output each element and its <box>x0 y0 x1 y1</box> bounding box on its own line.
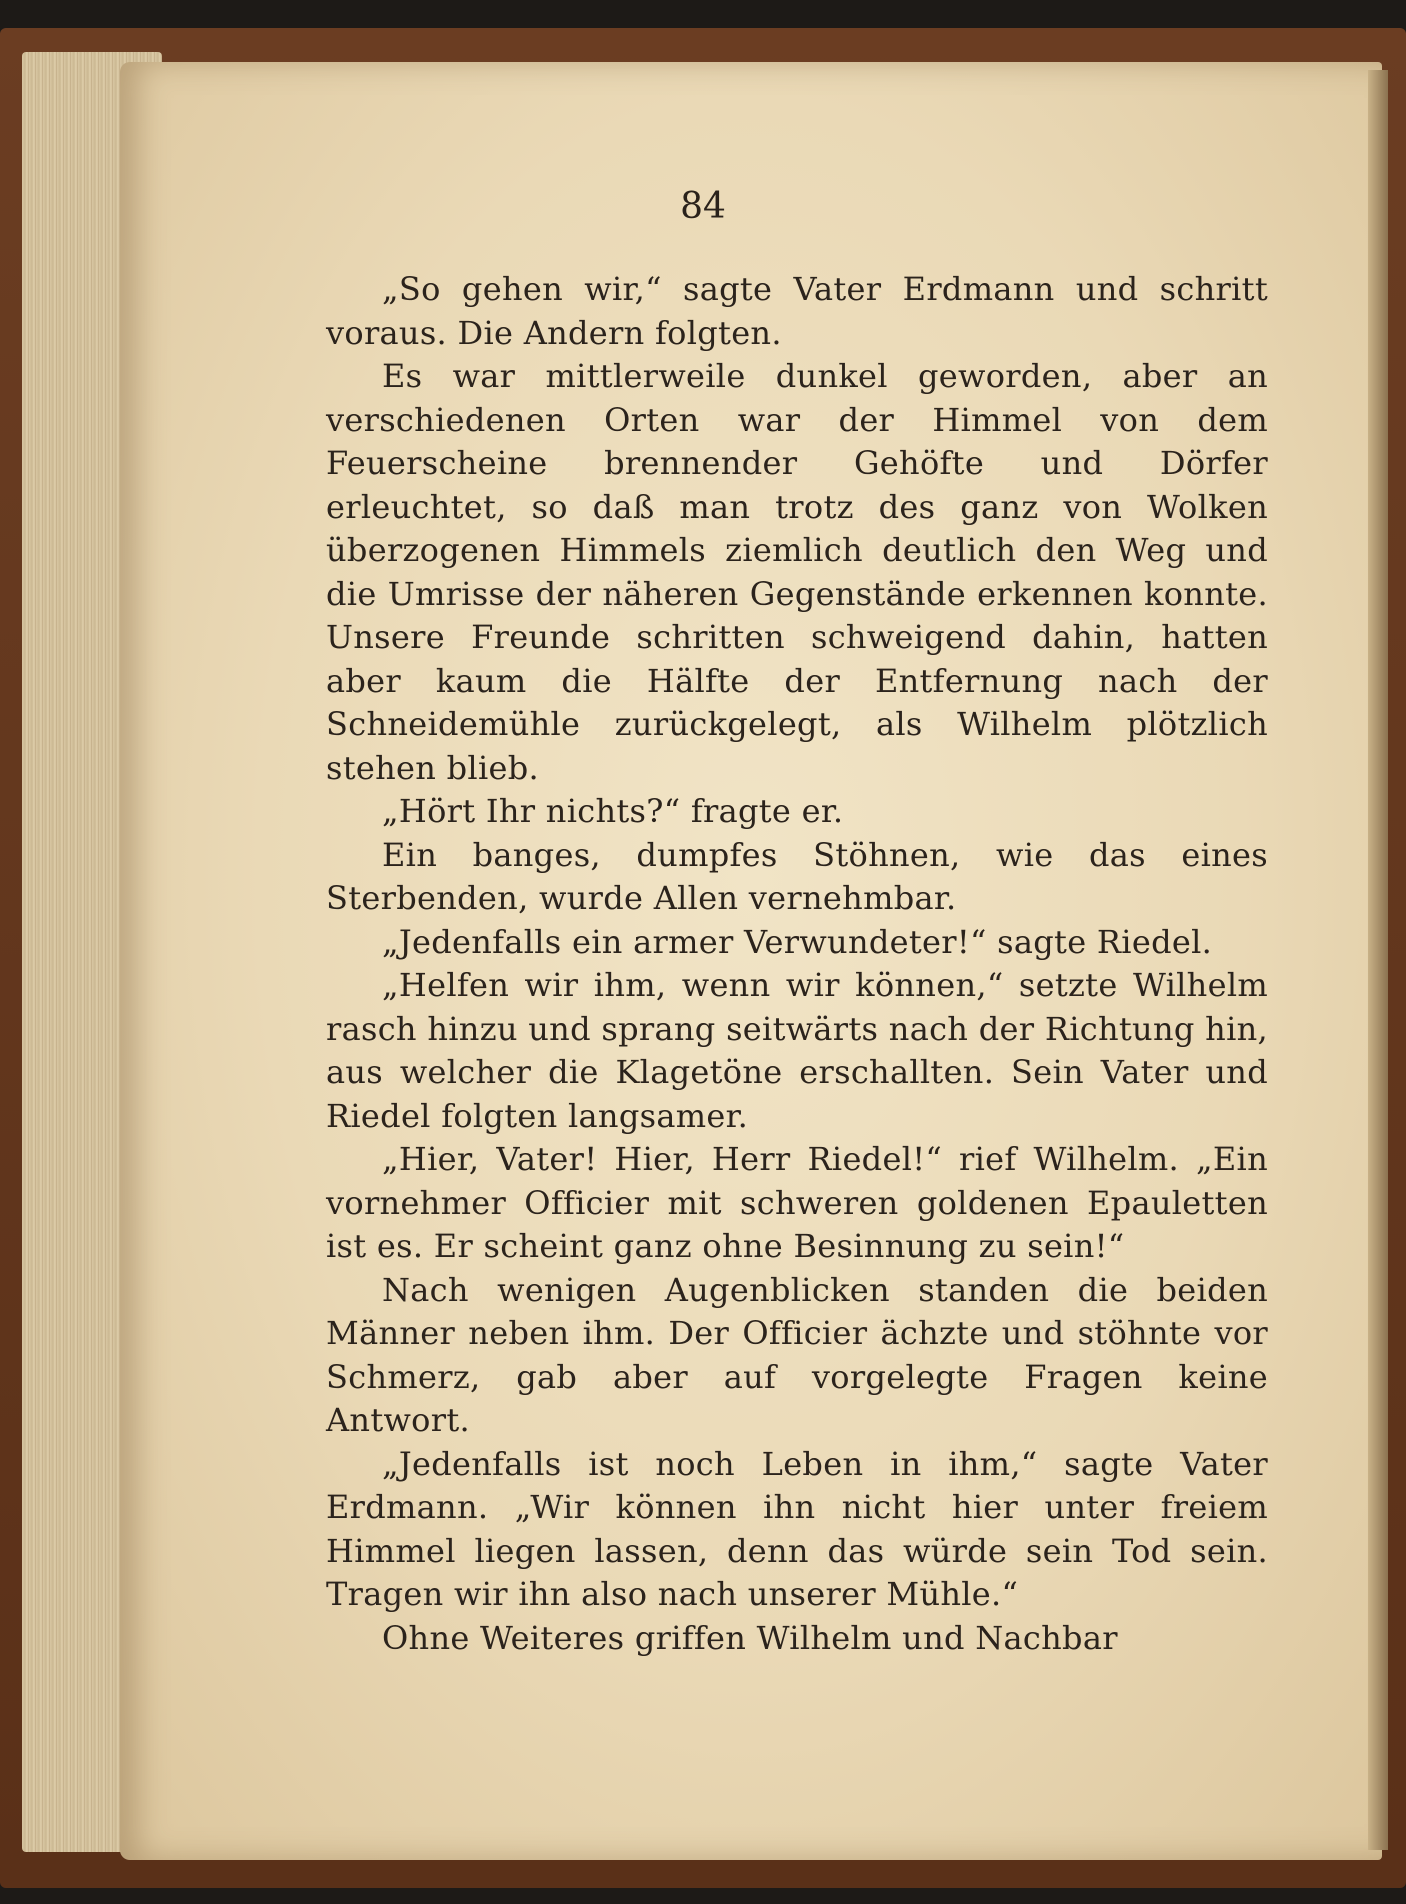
page-text <box>326 268 1268 1660</box>
paragraph: Nach wenigen Augenblicken standen die beiden Männer neben ihm. Der Officier ächzte und stöhnte vor Schmerz, gab aber auf vorgelegte Fragen keine Antwort. <box>326 1270 1268 1439</box>
paragraph: Es war mittlerweile dunkel geworden, aber an verschiedenen Orten war der Himmel von dem Feuerscheine brennender Gehöfte und Dörfer erleuchtet, so daß man trotz des ganz von Wolken überzogenen Himmels ziemlich deutlich den Weg und die Umrisse der näheren Gegenstände erkennen konnte. Unsere Freunde schritten schweigend dahin, hatten aber kaum die Hälfte der Entfernung nach der Schneidemühle zurückgelegt, als Wilhelm plötzlich stehen blieb. <box>326 357 1268 787</box>
page-gutter <box>1368 70 1388 1850</box>
paragraph: „Helfen wir ihm, wenn wir können,“ setzte Wilhelm rasch hinzu und sprang seitwärts nach der Richtung hin, aus welcher die Klagetöne erschallten. Sein Vater und Riedel folgten langsamer. <box>326 966 1268 1135</box>
paragraph: „So gehen wir,“ sagte Vater Erdmann und schritt voraus. Die Andern folgten. <box>326 270 1268 352</box>
paragraph: „Hört Ihr nichts?“ fragte er. <box>382 792 844 830</box>
paragraph: „Jedenfalls ein armer Verwundeter!“ sagte Riedel. <box>382 922 1213 961</box>
paragraph: „Jedenfalls ist noch Leben in ihm,“ sagte Vater Erdmann. „Wir können ihn nicht hier unter freiem Himmel liegen lassen, denn das würde sein Tod sein. Tragen wir ihn also nach unserer Mühle.“ <box>326 1444 1268 1613</box>
paragraph: „Hier, Vater! Hier, Herr Riedel!“ rief Wilhelm. „Ein vornehmer Officier mit schweren goldenen Epauletten ist es. Er scheint ganz ohne Besinnung zu sein!“ <box>326 1140 1268 1265</box>
paragraph: Ein banges, dumpfes Stöhnen, wie das eines Sterbenden, wurde Allen vernehmbar. <box>326 835 1268 917</box>
page-number: 84 <box>680 186 726 227</box>
paragraph: Ohne Weiteres griffen Wilhelm und Nachbar <box>382 1618 1118 1657</box>
